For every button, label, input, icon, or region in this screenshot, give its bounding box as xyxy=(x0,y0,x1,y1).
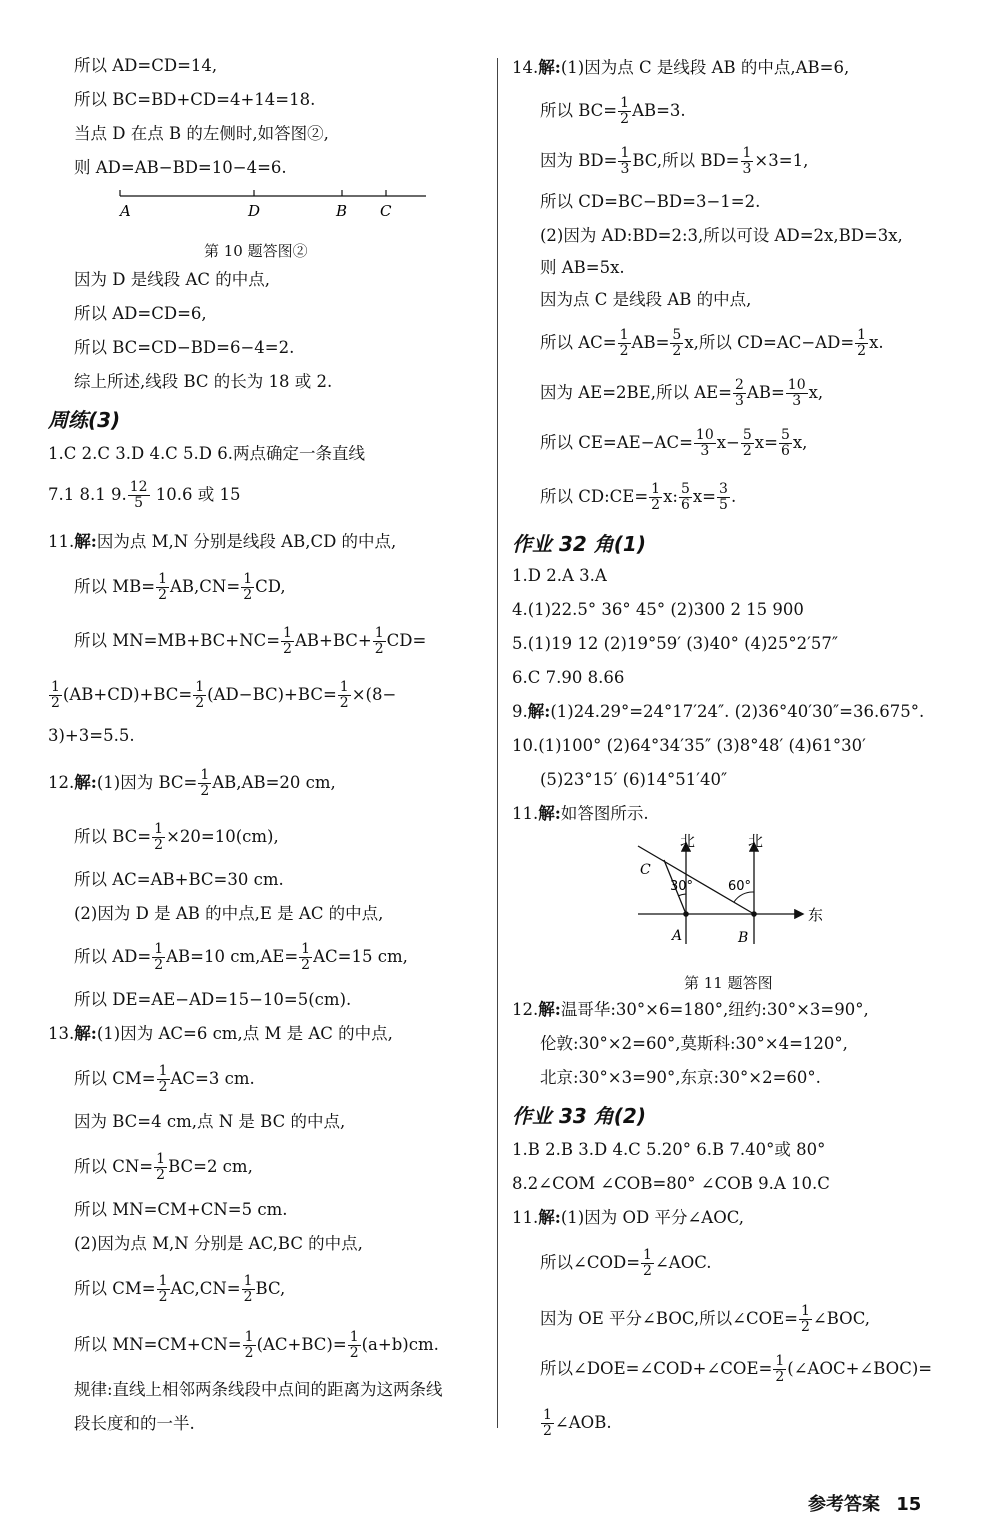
math-line: 因为 BD= $\frac{1}{3}$ BC,所以 BD= $\frac{1}{3}$ ×3=1, xyxy=(540,145,809,177)
answer-line: 北京:30°×3=90°,东京:30°×2=60°. xyxy=(540,1068,821,1087)
section-heading: 作业 32 角(1) xyxy=(512,532,646,556)
text-line: 因为 D 是线段 AC 的中点, xyxy=(74,270,270,289)
answer-line: 12.解:温哥华:30°×6=180°,纽约:30°×3=90°, xyxy=(512,1000,869,1019)
math-line: (2)因为点 M,N 分别是 AC,BC 的中点, xyxy=(74,1234,363,1253)
math-line: 段长度和的一半. xyxy=(74,1414,195,1433)
point-label: A xyxy=(120,202,131,220)
math-line: 所以 MB= $\frac{1}{2}$ AB,CN= $\frac{1}{2}$ CD, xyxy=(74,571,286,603)
answer-line: 11.解:如答图所示. xyxy=(512,804,649,823)
math-line: 所以 MN=MB+BC+NC= $\frac{1}{2}$ AB+BC+ $\frac{1}{2}$ CD= xyxy=(74,625,427,657)
text-line: 所以 AD=CD=14, xyxy=(74,56,218,75)
answer-line: 伦敦:30°×2=60°,莫斯科:30°×4=120°, xyxy=(540,1034,848,1053)
point-label: B xyxy=(336,202,348,220)
math-line: $\frac{1}{2}$ (AB+CD)+BC= $\frac{1}{2}$ (AD−BC)+BC= $\frac{1}{2}$ ×(8− xyxy=(51,679,397,711)
math-line: 则 AB=5x. xyxy=(540,258,625,277)
math-line: 所以 CM= $\frac{1}{2}$ AC=3 cm. xyxy=(74,1063,255,1095)
point-label: D xyxy=(248,202,261,220)
math-line: 所以 CM= $\frac{1}{2}$ AC,CN= $\frac{1}{2}$ BC, xyxy=(74,1273,286,1305)
math-line: 所以 DE=AE−AD=15−10=5(cm). xyxy=(74,990,352,1009)
text-line: 则 AD=AB−BD=10−4=6. xyxy=(74,158,287,177)
math-line: 规律:直线上相邻两条线段中点间的距离为这两条线 xyxy=(74,1380,443,1399)
question-12: 12.解:(1)因为 BC= $\frac{1}{2}$ AB,AB=20 cm, xyxy=(48,767,336,799)
math-line: 所以 AC=AB+BC=30 cm. xyxy=(74,870,284,889)
math-line: 所以∠COD= $\frac{1}{2}$ ∠AOC. xyxy=(540,1247,712,1279)
answer-line: 1.D 2.A 3.A xyxy=(512,566,607,585)
math-line: 所以 BC= $\frac{1}{2}$ AB=3. xyxy=(540,95,686,127)
math-line: 所以 CD:CE= $\frac{1}{2}$ x: $\frac{5}{6}$ x= $\frac{3}{5}$ . xyxy=(540,481,737,513)
math-line: 所以 CE=AE−AC= $\frac{10}{3}$ x− $\frac{5}{2}$ x= $\frac{5}{6}$ x, xyxy=(540,427,808,459)
north-label-a: 北 xyxy=(680,832,696,850)
text-line: 综上所述,线段 BC 的长为 18 或 2. xyxy=(74,372,333,391)
figure-11-direction-diagram xyxy=(634,832,840,952)
east-label: 东 xyxy=(808,906,824,924)
answer-line: 1.B 2.B 3.D 4.C 5.20° 6.B 7.40°或 80° xyxy=(512,1140,826,1159)
answer-line: 11.解:(1)因为 OD 平分∠AOC, xyxy=(512,1208,745,1227)
math-line: $\frac{1}{2}$ ∠AOB. xyxy=(543,1407,612,1439)
column-divider xyxy=(497,58,498,1428)
math-line: 因为 AE=2BE,所以 AE= $\frac{2}{3}$ AB= $\frac{10}{3}$ x, xyxy=(540,377,824,409)
math-line: 所以 AC= $\frac{1}{2}$ AB= $\frac{5}{2}$ x,所以 CD=AC−AD= $\frac{1}{2}$ x. xyxy=(540,327,884,359)
math-line: 所以 CN= $\frac{1}{2}$ BC=2 cm, xyxy=(74,1151,253,1183)
north-label-b: 北 xyxy=(748,832,764,850)
section-heading: 周练(3) xyxy=(48,408,121,432)
page-number: 15 xyxy=(896,1494,922,1515)
question-13: 13.解:(1)因为 AC=6 cm,点 M 是 AC 的中点, xyxy=(48,1024,393,1043)
figure-caption: 第 10 题答图② xyxy=(204,242,308,260)
answer-line: 7.1 8.1 9. $\frac{12}{5}$ 10.6 或 15 xyxy=(48,479,241,511)
math-line: 所以∠DOE=∠COD+∠COE= $\frac{1}{2}$ (∠AOC+∠BOC)= xyxy=(540,1353,933,1385)
math-line: 3)+3=5.5. xyxy=(48,726,135,745)
question-11: 11.解:因为点 M,N 分别是线段 AB,CD 的中点, xyxy=(48,532,397,551)
text-line: 所以 AD=CD=6, xyxy=(74,304,207,323)
math-line: 所以 MN=CM+CN= $\frac{1}{2}$ (AC+BC)= $\frac{1}{2}$ (a+b)cm. xyxy=(74,1329,439,1361)
text-line: 所以 BC=CD−BD=6−4=2. xyxy=(74,338,295,357)
answer-line: (5)23°15′ (6)14°51′40″ xyxy=(540,770,728,789)
angle-label: 30° xyxy=(670,879,694,894)
text-line: 当点 D 在点 B 的左侧时,如答图②, xyxy=(74,124,329,143)
answer-line: 1.C 2.C 3.D 4.C 5.D 6.两点确定一条直线 xyxy=(48,444,366,463)
math-line: 所以 AD= $\frac{1}{2}$ AB=10 cm,AE= $\frac{1}{2}$ AC=15 cm, xyxy=(74,941,408,973)
answer-line: 9.解:(1)24.29°=24°17′24″. (2)36°40′30″=36.675°. xyxy=(512,702,925,721)
text-line: 所以 BC=BD+CD=4+14=18. xyxy=(74,90,316,109)
math-line: 所以 MN=CM+CN=5 cm. xyxy=(74,1200,288,1219)
answer-line: 10.(1)100° (2)64°34′35″ (3)8°48′ (4)61°30′ xyxy=(512,736,866,755)
footer-label: 参考答案 xyxy=(808,1494,880,1515)
answer-line: 5.(1)19 12 (2)19°59′ (3)40° (4)25°2′57″ xyxy=(512,634,839,653)
figure-10-line-diagram xyxy=(108,186,438,222)
section-heading: 作业 33 角(2) xyxy=(512,1104,646,1128)
figure-caption: 第 11 题答图 xyxy=(684,974,773,992)
point-label: C xyxy=(640,862,651,878)
math-line: (2)因为 D 是 AB 的中点,E 是 AC 的中点, xyxy=(74,904,384,923)
page-footer xyxy=(808,1490,921,1516)
math-line: 所以 CD=BC−BD=3−1=2. xyxy=(540,192,761,211)
answer-line: 6.C 7.90 8.66 xyxy=(512,668,625,687)
math-line: 因为点 C 是线段 AB 的中点, xyxy=(540,290,752,309)
point-label: A xyxy=(672,928,683,944)
answer-line: 8.2∠COM ∠COB=80° ∠COB 9.A 10.C xyxy=(512,1174,830,1193)
math-line: 因为 BC=4 cm,点 N 是 BC 的中点, xyxy=(74,1112,346,1131)
question-14: 14.解:(1)因为点 C 是线段 AB 的中点,AB=6, xyxy=(512,58,850,77)
answer-line: 4.(1)22.5° 36° 45° (2)300 2 15 900 xyxy=(512,600,804,619)
point-label: C xyxy=(380,202,392,220)
angle-label: 60° xyxy=(728,879,752,894)
math-line: 因为 OE 平分∠BOC,所以∠COE= $\frac{1}{2}$ ∠BOC, xyxy=(540,1303,870,1335)
math-line: 所以 BC= $\frac{1}{2}$ ×20=10(cm), xyxy=(74,821,279,853)
math-line: (2)因为 AD:BD=2:3,所以可设 AD=2x,BD=3x, xyxy=(540,226,903,245)
point-label: B xyxy=(738,930,749,946)
